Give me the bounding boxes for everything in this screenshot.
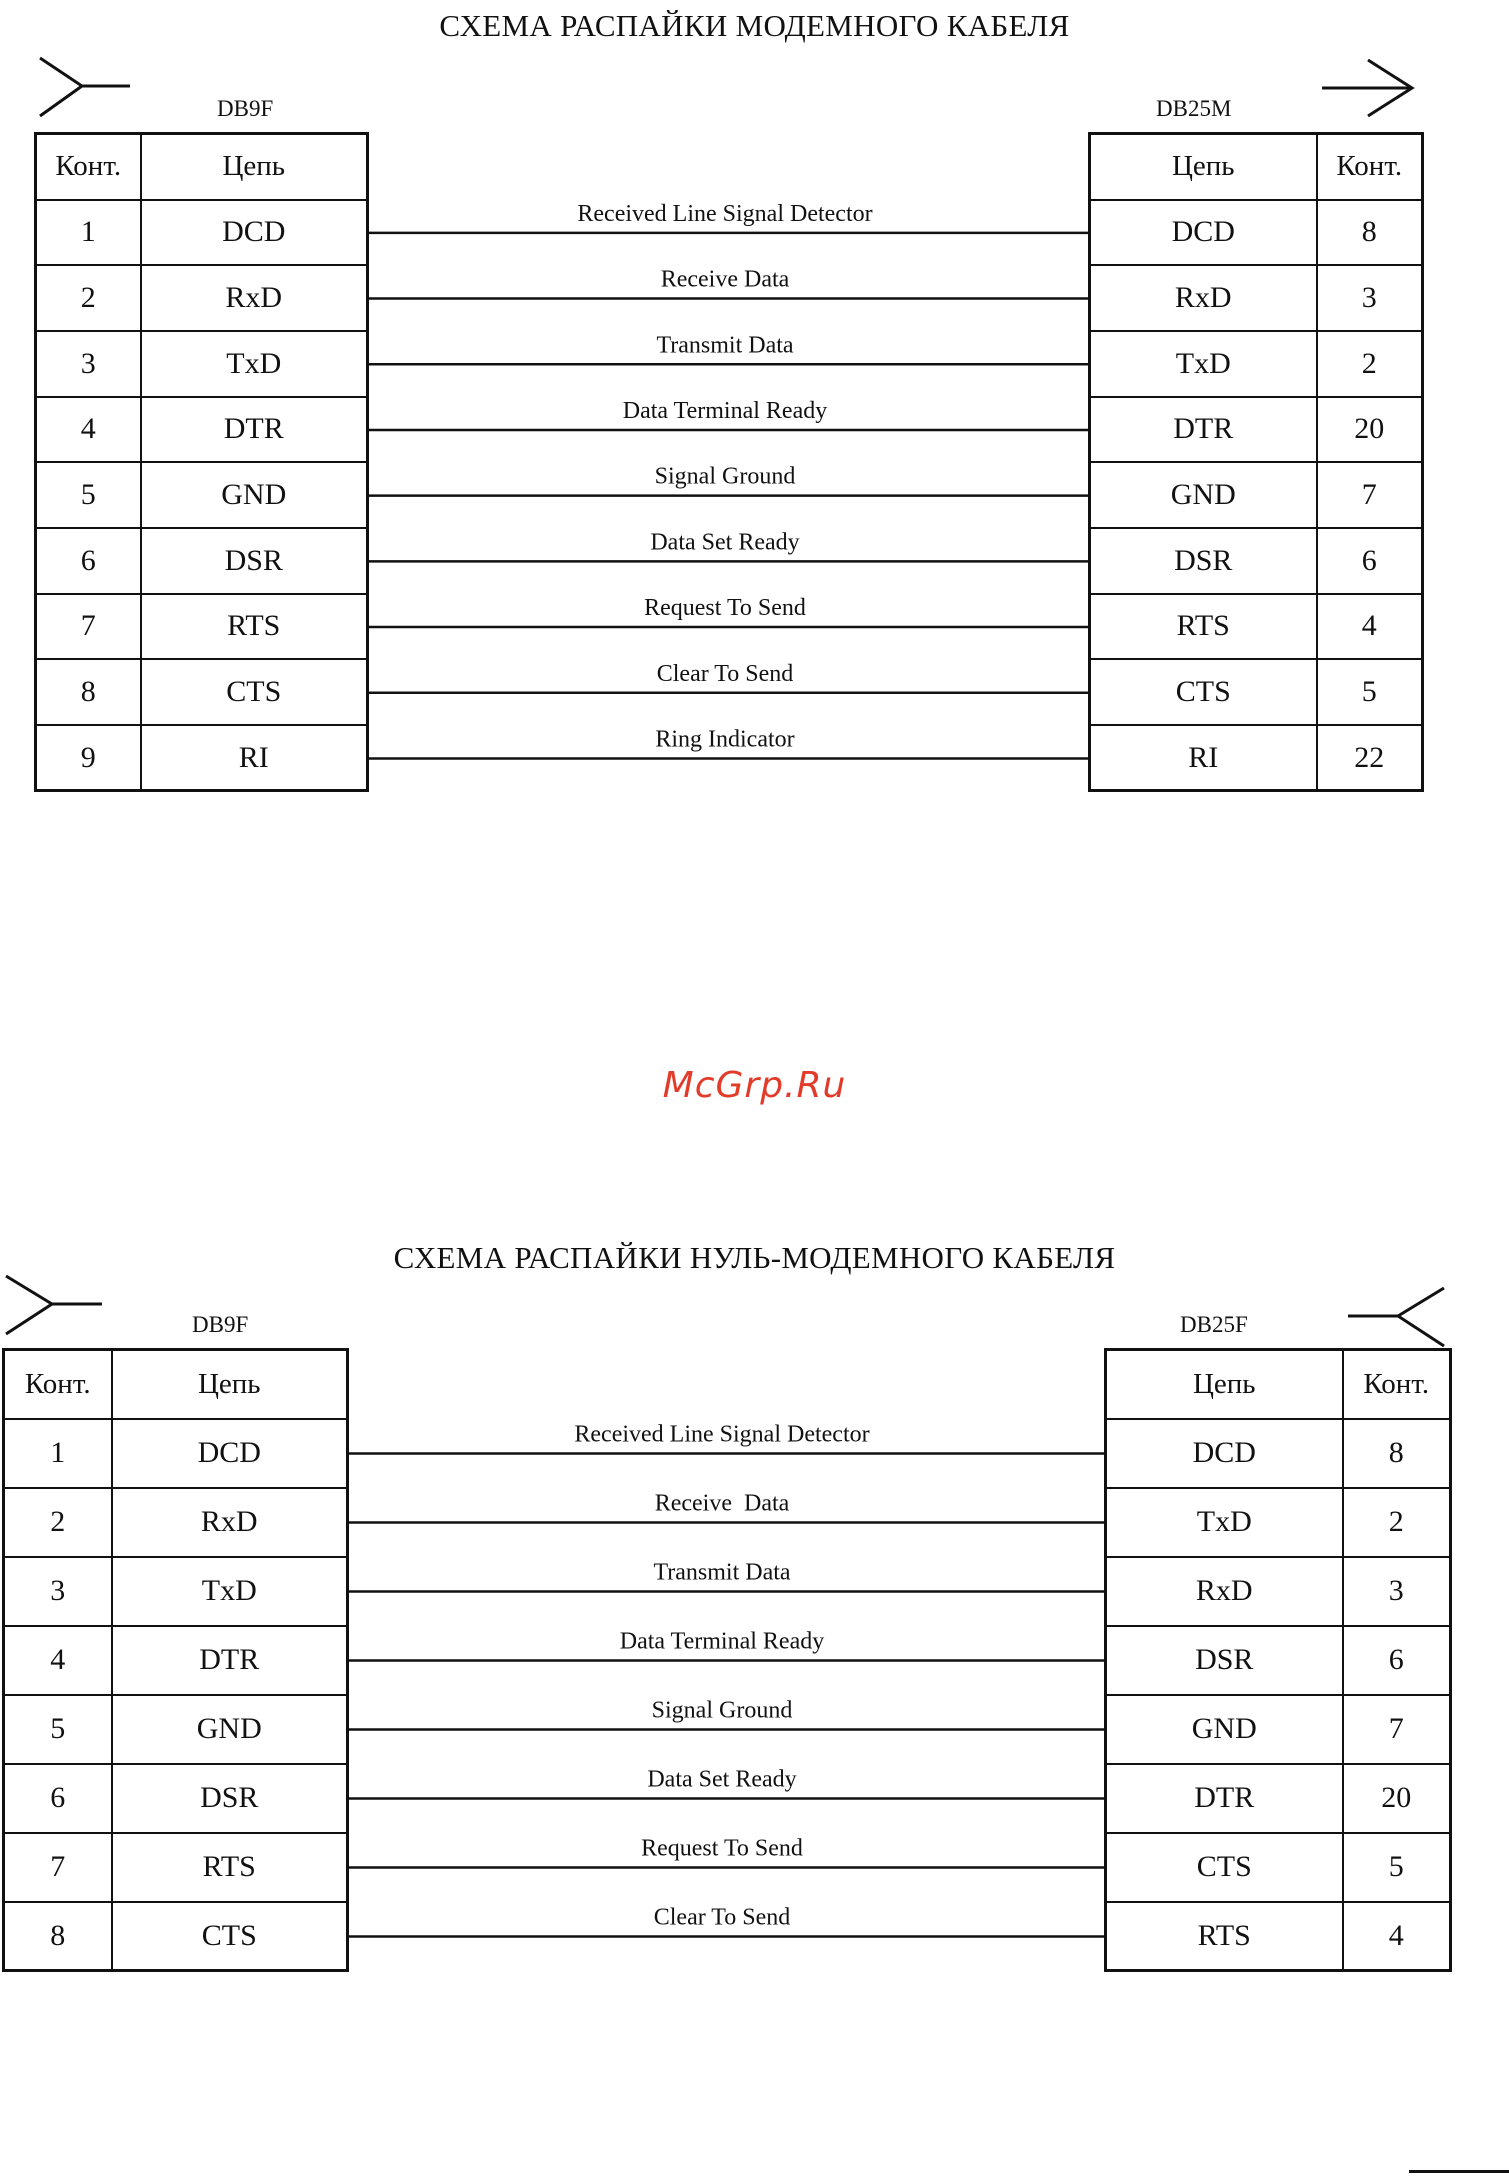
pin-number: 3 (36, 331, 141, 397)
pin-number: 2 (36, 265, 141, 331)
right-pin-row (1090, 594, 1423, 660)
watermark: McGrp.Ru (662, 1065, 847, 1106)
wire-label: Ring Indicator (655, 726, 795, 753)
modem-cable-diagram (0, 0, 1509, 800)
pin-number: 4 (1343, 1902, 1451, 1971)
pin-number: 22 (1317, 725, 1423, 791)
wire-label: Clear To Send (656, 660, 794, 687)
connector-symbol-left (40, 58, 82, 116)
signal-header: Цепь (141, 134, 368, 200)
pin-header: Конт. (1317, 134, 1423, 200)
right-pin-row (1090, 265, 1423, 331)
signal-name: RxD (141, 265, 368, 331)
right-pin-row (1106, 1419, 1451, 1488)
right-pin-row (1106, 1902, 1451, 1971)
right-connector-label: DB25M (1156, 96, 1232, 121)
right-pin-row (1106, 1833, 1451, 1902)
pin-header: Конт. (4, 1350, 112, 1419)
pin-number: 8 (1343, 1419, 1451, 1488)
pin-number: 5 (4, 1695, 112, 1764)
right-pin-row (1090, 200, 1423, 266)
right-pin-row (1090, 462, 1423, 528)
pin-number: 4 (36, 397, 141, 463)
pin-number: 5 (36, 462, 141, 528)
signal-name: CTS (141, 659, 368, 725)
wire-group (346, 1422, 1104, 1937)
left-pin-row (36, 462, 368, 528)
wire-label: Receive Data (660, 266, 790, 293)
pin-header: Конт. (1343, 1350, 1451, 1419)
left-pin-row (4, 1557, 348, 1626)
pin-header: Конт. (36, 134, 141, 200)
signal-name: GND (1106, 1695, 1343, 1764)
right-pin-row (1106, 1764, 1451, 1833)
signal-name: TxD (1090, 331, 1317, 397)
connector-symbol-left (6, 1276, 52, 1334)
signal-name: TxD (1106, 1488, 1343, 1557)
wire-label: Receive Data (654, 1490, 790, 1517)
left-pin-row (4, 1626, 348, 1695)
pin-number: 4 (1317, 594, 1423, 660)
signal-name: DSR (141, 528, 368, 594)
null-modem-cable-diagram (0, 1220, 1509, 2020)
pin-number: 6 (4, 1764, 112, 1833)
signal-name: DCD (1106, 1419, 1343, 1488)
wire-label: Transmit Data (653, 1559, 791, 1586)
left-pin-row (4, 1419, 348, 1488)
diagram-title: СХЕМА РАСПАЙКИ МОДЕМНОГО КАБЕЛЯ (439, 8, 1070, 43)
wire-label: Data Set Ready (647, 1766, 797, 1793)
left-connector-label: DB9F (192, 1312, 249, 1337)
signal-name: RxD (1090, 265, 1317, 331)
right-pin-row (1090, 659, 1423, 725)
signal-name: CTS (1106, 1833, 1343, 1902)
signal-name: DTR (1106, 1764, 1343, 1833)
pin-number: 2 (4, 1488, 112, 1557)
wire-label: Data Set Ready (650, 529, 800, 556)
signal-name: RI (1090, 725, 1317, 791)
pin-number: 2 (1343, 1488, 1451, 1557)
pin-number: 1 (4, 1419, 112, 1488)
left-pin-table (2, 1348, 349, 1972)
signal-name: RI (141, 725, 368, 791)
left-pin-row (4, 1833, 348, 1902)
left-pin-table (34, 132, 369, 792)
wire-label: Transmit Data (656, 332, 794, 359)
right-pin-row (1090, 528, 1423, 594)
wire-label: Signal Ground (651, 1697, 793, 1724)
right-connector-label: DB25F (1180, 1312, 1248, 1337)
pin-number: 7 (36, 594, 141, 660)
page-rule (1409, 2170, 1509, 2173)
wire-label: Signal Ground (654, 463, 796, 490)
wire-label: Data Terminal Ready (622, 397, 828, 424)
right-pin-row (1106, 1695, 1451, 1764)
pin-number: 5 (1343, 1833, 1451, 1902)
signal-name: TxD (112, 1557, 348, 1626)
left-pin-row (36, 265, 368, 331)
signal-header: Цепь (1106, 1350, 1343, 1419)
pin-number: 7 (1317, 462, 1423, 528)
signal-name: GND (112, 1695, 348, 1764)
left-pin-row (36, 594, 368, 660)
pin-number: 8 (36, 659, 141, 725)
signal-name: RxD (112, 1488, 348, 1557)
pin-number: 7 (4, 1833, 112, 1902)
signal-name: RxD (1106, 1557, 1343, 1626)
pin-number: 6 (1317, 528, 1423, 594)
signal-name: RTS (141, 594, 368, 660)
signal-name: DTR (141, 397, 368, 463)
wire-label: Data Terminal Ready (619, 1628, 825, 1655)
pin-number: 5 (1317, 659, 1423, 725)
left-pin-row (4, 1902, 348, 1971)
wire-label: Request To Send (641, 1835, 803, 1862)
pin-number: 7 (1343, 1695, 1451, 1764)
right-pin-row (1106, 1557, 1451, 1626)
pin-number: 4 (4, 1626, 112, 1695)
pin-number: 8 (4, 1902, 112, 1971)
pin-number: 3 (1343, 1557, 1451, 1626)
connector-symbol-right (1398, 1288, 1444, 1346)
left-pin-row (36, 725, 368, 791)
left-pin-row (4, 1695, 348, 1764)
left-pin-row (4, 1488, 348, 1557)
signal-name: DSR (1106, 1626, 1343, 1695)
signal-header: Цепь (1090, 134, 1317, 200)
wire-group (366, 201, 1088, 759)
wire-label: Clear To Send (653, 1904, 791, 1931)
left-pin-row (36, 659, 368, 725)
left-pin-row (36, 331, 368, 397)
signal-name: CTS (112, 1902, 348, 1971)
right-pin-row (1090, 725, 1423, 791)
signal-name: CTS (1090, 659, 1317, 725)
right-pin-row (1106, 1488, 1451, 1557)
signal-header: Цепь (112, 1350, 348, 1419)
right-pin-row (1090, 331, 1423, 397)
diagram-title: СХЕМА РАСПАЙКИ НУЛЬ-МОДЕМНОГО КАБЕЛЯ (393, 1240, 1116, 1275)
signal-name: DCD (112, 1419, 348, 1488)
signal-name: GND (141, 462, 368, 528)
left-pin-row (36, 528, 368, 594)
pin-number: 20 (1317, 397, 1423, 463)
pin-number: 6 (36, 528, 141, 594)
left-pin-row (36, 397, 368, 463)
pin-number: 1 (36, 200, 141, 266)
wire-label: Received Line Signal Detector (574, 1421, 870, 1448)
pin-number: 6 (1343, 1626, 1451, 1695)
pin-number: 2 (1317, 331, 1423, 397)
signal-name: TxD (141, 331, 368, 397)
signal-name: RTS (1090, 594, 1317, 660)
signal-name: DCD (141, 200, 368, 266)
signal-name: RTS (1106, 1902, 1343, 1971)
wire-label: Request To Send (644, 595, 806, 622)
signal-name: DTR (112, 1626, 348, 1695)
signal-name: DCD (1090, 200, 1317, 266)
signal-name: GND (1090, 462, 1317, 528)
signal-name: DSR (112, 1764, 348, 1833)
right-pin-table (1088, 132, 1424, 792)
pin-number: 3 (1317, 265, 1423, 331)
right-pin-table (1104, 1348, 1452, 1972)
left-pin-row (4, 1764, 348, 1833)
right-pin-row (1106, 1626, 1451, 1695)
wire-label: Received Line Signal Detector (577, 200, 873, 227)
pin-number: 3 (4, 1557, 112, 1626)
signal-name: RTS (112, 1833, 348, 1902)
pin-number: 8 (1317, 200, 1423, 266)
pin-number: 9 (36, 725, 141, 791)
left-pin-row (36, 200, 368, 266)
left-connector-label: DB9F (217, 96, 274, 121)
signal-name: DSR (1090, 528, 1317, 594)
pin-number: 20 (1343, 1764, 1451, 1833)
signal-name: DTR (1090, 397, 1317, 463)
right-pin-row (1090, 397, 1423, 463)
